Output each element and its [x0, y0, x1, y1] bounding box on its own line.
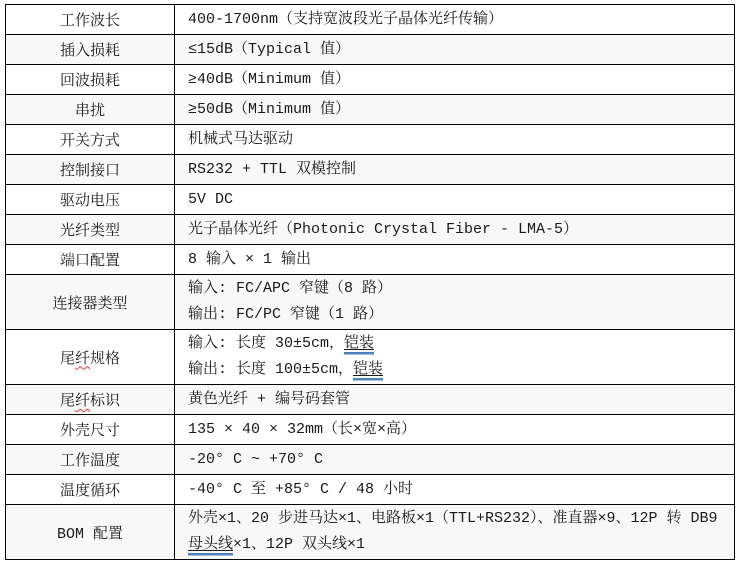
table-row [6, 95, 735, 125]
table-row [6, 245, 735, 275]
spec-label-cell [6, 475, 175, 505]
table-row [6, 35, 735, 65]
spec-label-cell [6, 385, 175, 415]
text-segment: 控制接口 [59, 163, 120, 180]
spec-value-cell [175, 505, 735, 560]
text-segment: 光子晶体光纤（Photonic Crystal Fiber - LMA-5） [188, 220, 579, 238]
value-line [188, 127, 728, 153]
text-segment: 黄色光纤 + 编号码套管 [188, 390, 351, 408]
table-row [6, 215, 735, 245]
value-line [188, 276, 728, 302]
spec-label-cell [6, 65, 175, 95]
text-segment: 光纤类型 [59, 223, 120, 240]
text-segment: RS232 + TTL 双模控制 [188, 160, 357, 178]
table-row [6, 155, 735, 185]
text-segment: 机械式马达驱动 [188, 130, 294, 148]
spec-value-cell [175, 155, 735, 185]
text-segment: BOM 配置 [56, 525, 123, 543]
spec-table [5, 4, 735, 560]
spec-label-cell [6, 275, 175, 330]
spec-value-cell [175, 275, 735, 330]
underlined-text: 铠装 [353, 361, 384, 378]
document-page [5, 4, 735, 560]
value-line [188, 7, 728, 33]
value-line [188, 357, 728, 383]
value-line [188, 447, 728, 473]
text-segment: 回波损耗 [59, 73, 120, 90]
value-line [188, 157, 728, 183]
text-segment: 外壳尺寸 [59, 423, 120, 440]
text-segment: 开关方式 [59, 133, 120, 150]
spec-value-cell [175, 5, 735, 35]
text-segment: 插入损耗 [59, 43, 120, 60]
text-segment: 输入: 长度 30±5cm， [188, 335, 345, 352]
text-segment: ≥40dB（Minimum 值） [188, 70, 351, 88]
spec-value-cell [175, 385, 735, 415]
text-segment: 8 输入 × 1 输出 [188, 250, 312, 268]
text-segment: 工作波长 [59, 13, 120, 30]
value-line [188, 187, 728, 213]
table-row [6, 65, 735, 95]
table-row [6, 415, 735, 445]
spec-label-cell [6, 5, 175, 35]
spec-value-cell [175, 95, 735, 125]
text-segment: 输出: FC/PC 窄键（1 路） [188, 306, 384, 323]
spellcheck-flagged-text: 纤 [74, 350, 90, 368]
spec-label-cell [6, 215, 175, 245]
table-row [6, 275, 735, 330]
value-line [188, 302, 728, 328]
value-line [188, 217, 728, 243]
spec-table-body [6, 5, 735, 560]
table-row [6, 5, 735, 35]
text-segment: 尾 [59, 393, 75, 410]
text-segment: ≤15dB（Typical 值） [188, 40, 351, 58]
spec-value-cell [175, 445, 735, 475]
spec-value-cell [175, 65, 735, 95]
spec-value-cell [175, 35, 735, 65]
value-line [188, 532, 728, 558]
text-segment: 135 × 40 × 32mm（长×宽×高） [188, 420, 417, 438]
value-line [188, 97, 728, 123]
spec-label-cell [6, 445, 175, 475]
spec-label-cell [6, 185, 175, 215]
table-row [6, 385, 735, 415]
text-segment: ≥50dB（Minimum 值） [188, 100, 351, 118]
value-line [188, 247, 728, 273]
text-segment: 5V DC [188, 190, 234, 208]
text-segment: -40° C 至 +85° C / 48 小时 [188, 480, 414, 498]
text-segment: 温度循环 [59, 483, 120, 500]
value-line [188, 506, 728, 532]
text-segment: 尾 [59, 350, 75, 368]
text-segment: 驱动电压 [59, 193, 120, 210]
text-segment: 输入: FC/APC 窄键（8 路） [188, 280, 393, 297]
text-segment: 连接器类型 [52, 295, 128, 313]
spec-value-cell [175, 245, 735, 275]
underlined-text: 母头线 [188, 536, 234, 553]
table-row [6, 330, 735, 385]
spec-label-cell [6, 415, 175, 445]
text-segment: 标识 [90, 393, 121, 410]
text-segment: -20° C ~ +70° C [188, 450, 324, 468]
spec-label-cell [6, 505, 175, 560]
spec-label-cell [6, 125, 175, 155]
spec-value-cell [175, 215, 735, 245]
table-row [6, 125, 735, 155]
table-row [6, 475, 735, 505]
value-line [188, 417, 728, 443]
value-line [188, 331, 728, 357]
text-segment: 外壳×1、20 步进马达×1、电路板×1（TTL+RS232）、准直器×9、12P 转 DB9 [188, 510, 718, 527]
spec-value-cell [175, 125, 735, 155]
spec-value-cell [175, 330, 735, 385]
spec-value-cell [175, 415, 735, 445]
text-segment: 规格 [90, 350, 121, 368]
text-segment: ×1、12P 双头线×1 [233, 536, 366, 553]
spec-value-cell [175, 475, 735, 505]
value-line [188, 387, 728, 413]
value-line [188, 37, 728, 63]
value-line [188, 477, 728, 503]
text-segment: 400-1700nm（支持宽波段光子晶体光纤传输） [188, 10, 504, 28]
spec-label-cell [6, 245, 175, 275]
table-row [6, 445, 735, 475]
underlined-text: 铠装 [344, 335, 375, 352]
spec-label-cell [6, 95, 175, 125]
text-segment: 输出: 长度 100±5cm， [188, 361, 354, 378]
spec-label-cell [6, 155, 175, 185]
table-row [6, 185, 735, 215]
text-segment: 工作温度 [59, 453, 120, 470]
table-row [6, 505, 735, 560]
spec-value-cell [175, 185, 735, 215]
text-segment: 串扰 [74, 103, 105, 120]
text-segment: 端口配置 [59, 253, 120, 270]
spec-label-cell [6, 330, 175, 385]
value-line [188, 67, 728, 93]
spellcheck-flagged-text: 纤 [74, 393, 90, 410]
spec-label-cell [6, 35, 175, 65]
